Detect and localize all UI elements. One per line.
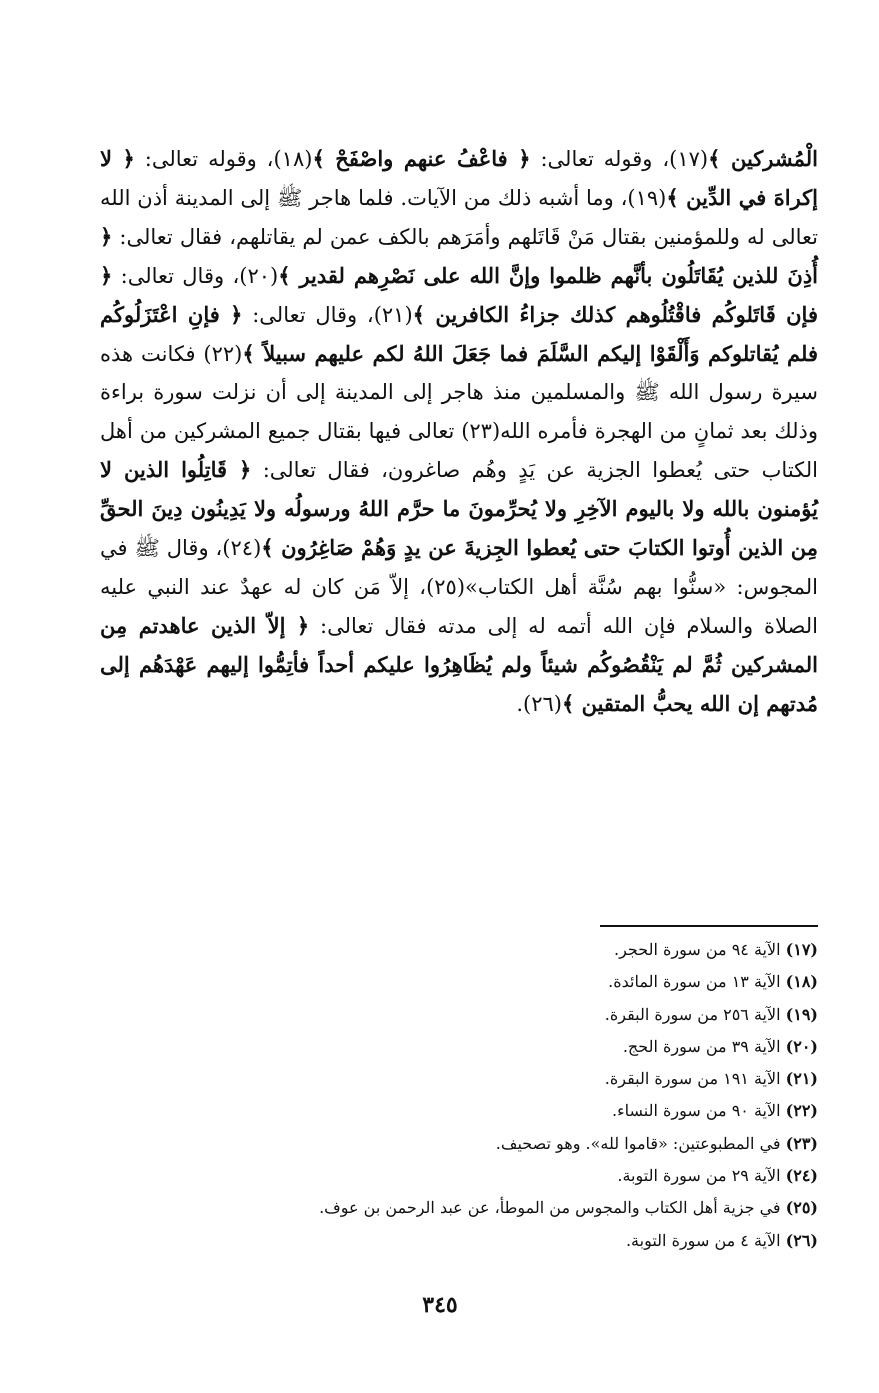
text-segment: (٢٦) bbox=[523, 691, 562, 716]
footnote-text: الآية ١٣ من سورة المائدة. bbox=[608, 972, 781, 992]
text-segment: (٢٠) bbox=[239, 263, 279, 288]
footnote-text: الآية ١٩١ من سورة البقرة. bbox=[604, 1069, 781, 1089]
footnote-number: (٢٥) bbox=[785, 1198, 818, 1218]
footnote-item bbox=[200, 934, 818, 966]
footnote-text: الآية ٩٤ من سورة الحجر. bbox=[614, 940, 781, 959]
quran-quote: ﴿ أُذِنَ للذين يُقَاتَلُون بأنَّهم ظلموا وإنَّ الله على نَصْرِهم لقدير ﴾ bbox=[100, 223, 818, 288]
footnote-text: الآية ٩٠ من سورة النساء. bbox=[611, 1101, 781, 1121]
footnote-number: (٢٠) bbox=[785, 1036, 818, 1056]
footnote-item bbox=[200, 1063, 818, 1095]
text-segment: (١٩) bbox=[627, 185, 667, 210]
footnote-number: (١٩) bbox=[785, 1004, 818, 1024]
footnote-item bbox=[200, 1192, 818, 1224]
text-segment: (١٧) bbox=[669, 147, 709, 171]
text-segment: (٢١) bbox=[373, 302, 413, 327]
text-segment: فكانت هذه سيرة رسول الله ﷺ والمسلمين منذ هاجر إلى المدينة إلى أن نزلت سورة براءة وذلك بعد ثمانٍ من الهجرة فأمره الله bbox=[100, 341, 818, 444]
text-segment: ، وقال تعالى: bbox=[242, 302, 374, 327]
footnote-number: (٢٢) bbox=[785, 1101, 818, 1121]
footnote-number: (٢٦) bbox=[785, 1230, 818, 1250]
quran-quote: الْمُشركين ﴾ bbox=[708, 146, 818, 171]
footnote-item bbox=[200, 1225, 818, 1257]
footnote-separator bbox=[600, 925, 818, 927]
quran-quote: ﴿ لا إكراهَ في الدِّين ﴾ bbox=[100, 146, 818, 210]
quran-quote: ﴿ قَاتِلُوا الذين لا يُؤمنون بالله ولا باليوم الآخِرِ ولا يُحرِّمونَ ما حرَّم اللهُ ورسولُه ولا يَدِينُون دِينَ الحقِّ مِن الذين أُوتوا الكتابَ حتى يُعطوا الجِزيةَ عن يدٍ وَهُمْ صَاغِرُون ﴾ bbox=[100, 457, 818, 561]
text-segment: ، وقال تعالى: bbox=[112, 263, 240, 288]
text-segment: ، إلاّ مَن كان له عهدٌ عند النبي عليه الصلاة والسلام فإن الله أتمه له إلى مدته فقال تعالى: bbox=[100, 574, 818, 638]
footnote-text: الآية ٣٩ من سورة الحج. bbox=[622, 1036, 781, 1056]
footnote-text: الآية ٢٥٦ من سورة البقرة. bbox=[604, 1004, 781, 1024]
text-segment: (١٨) bbox=[273, 147, 313, 171]
text-segment: . bbox=[516, 691, 524, 716]
text-segment: ، وقوله تعالى: bbox=[134, 147, 274, 171]
footnote-text: الآية ٢٩ من سورة التوبة. bbox=[617, 1166, 781, 1186]
footnote-item bbox=[200, 1095, 818, 1127]
main-paragraph bbox=[100, 140, 818, 724]
main-text bbox=[100, 140, 818, 724]
footnote-number: (١٨) bbox=[785, 972, 818, 992]
quran-quote: ﴿ فإنِ اعْتَزَلُوكُم فلم يُقاتلوكم وَأَلْقَوْا إليكم السَّلَمَ فما جَعَلَ اللهُ لكم عليهم سبيلاً ﴾ bbox=[100, 301, 819, 366]
text-segment: ، وما أشبه ذلك من الآيات. فلما هاجر ﷺ إلى المدينة أذن الله تعالى له وللمؤمنين بقتال مَنْ قَاتَلهم وأمَرَهم بالكف عمن لم يقاتلهم، فقال تعالى: bbox=[100, 185, 818, 249]
text-segment: (٢٥) bbox=[426, 574, 466, 599]
footnote-item bbox=[200, 966, 818, 998]
text-segment: (٢٤) bbox=[222, 536, 262, 561]
text-segment: ، وقوله تعالى: bbox=[530, 147, 670, 171]
footnote-text: في جزية أهل الكتاب والمجوس من الموطأ، عن عبد الرحمن بن عوف. bbox=[319, 1198, 781, 1218]
footnotes bbox=[200, 934, 818, 1257]
quran-quote: ﴿ فإن قَاتَلوكُم فاقْتُلُوهم كذلك جزاءُ الكافرين ﴾ bbox=[100, 262, 818, 327]
text-segment: تعالى فيها بقتال جميع المشركين من أهل الكتاب حتى يُعطوا الجزية عن يَدٍ وهُم صاغرون، فقال تعالى: bbox=[100, 419, 818, 483]
quran-quote: ﴿ إلاّ الذين عاهدتم مِن المشركين ثُمَّ لم يَنْقُصُوكُم شيئاً ولم يُظَاهِرُوا عليكم أحداً فأتِمُّوا إليهم عَهْدَهُم إلى مُدتهم إن الله يحبُّ المتقين ﴾ bbox=[100, 612, 818, 716]
footnote-text: في المطبوعتين: «قاموا لله». وهو تصحيف. bbox=[495, 1133, 781, 1153]
footnote-item bbox=[200, 1031, 818, 1063]
text-segment: (٢٣) bbox=[461, 419, 501, 444]
footnote-item bbox=[200, 999, 818, 1031]
footnote-number: (٢١) bbox=[785, 1069, 818, 1089]
footnote-text: الآية ٤ من سورة التوبة. bbox=[625, 1230, 781, 1250]
quran-quote: ﴿ فاعْفُ عنهم واصْفَحْ ﴾ bbox=[312, 146, 531, 171]
text-segment: ، وقال ﷺ في المجوس: «سنُّوا بهم سُنَّة أهل الكتاب» bbox=[100, 536, 819, 599]
text-segment: (٢٢) bbox=[203, 341, 243, 366]
footnote-number: (٢٣) bbox=[785, 1133, 818, 1153]
page-number: ٣٤٥ bbox=[422, 1292, 458, 1318]
footnote-number: (١٧) bbox=[785, 940, 818, 959]
footnote-item bbox=[200, 1160, 818, 1192]
footnote-number: (٢٤) bbox=[785, 1166, 818, 1186]
footnote-item bbox=[200, 1128, 818, 1160]
